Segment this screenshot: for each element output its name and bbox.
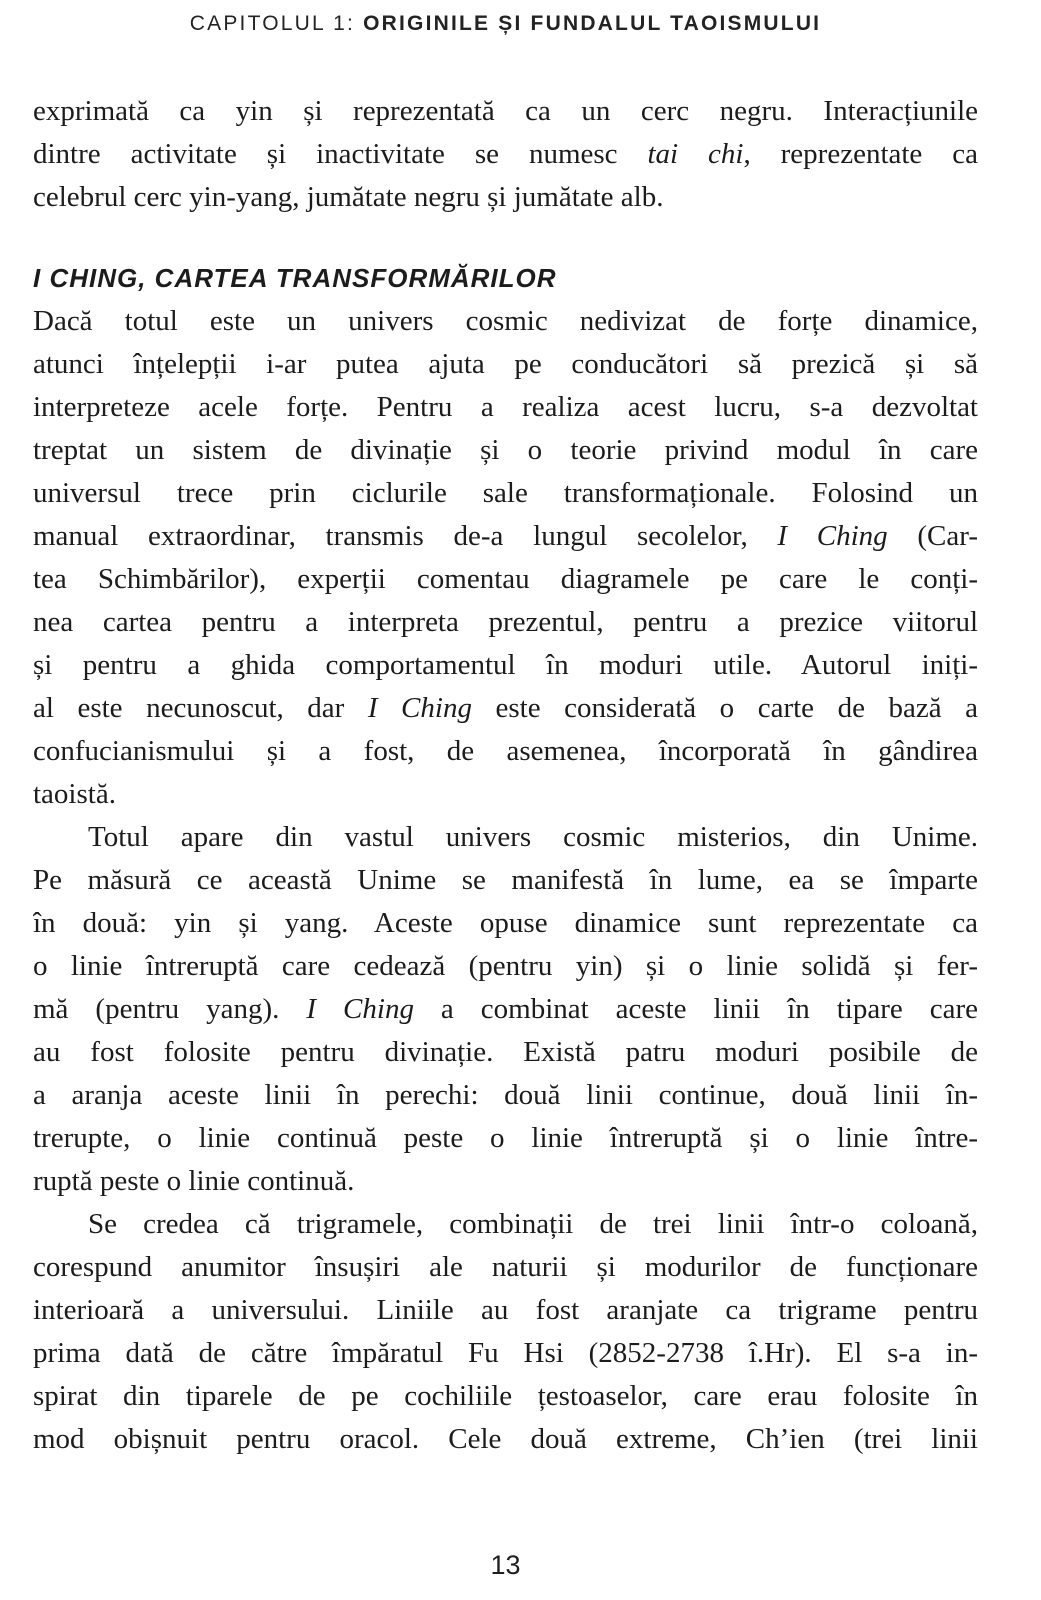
text-line [33,90,978,133]
text-segment: dintre activitate și inactivitate se numesc [33,138,648,170]
italic-term: I Ching [777,520,888,552]
text-line [33,1418,978,1461]
text-segment: interpreteze acele forțe. Pentru a realiza acest lucru, s-a dezvoltat [33,391,978,423]
text-segment: nea cartea pentru a interpreta prezentul, pentru a prezice viitorul [33,606,978,638]
running-header [33,0,978,36]
text-segment: Pe măsură ce această Unime se manifestă în lume, ea se împarte [33,864,978,896]
page-body [33,90,978,1461]
chapter-title: ORIGINILE ȘI FUNDALUL TAOISMULUI [363,12,822,35]
text-segment: a aranja aceste linii în perechi: două linii continue, două linii în- [33,1079,978,1111]
text-line [33,429,978,472]
text-segment: al este necunoscut, dar [33,692,368,724]
text-line [33,386,978,429]
text-segment: este considerată o carte de bază a [471,692,978,724]
text-segment: treptat un sistem de divinație și o teorie privind modul în care [33,434,978,466]
text-segment: trerupte, o linie continuă peste o linie întreruptă și o linie între- [33,1122,978,1154]
text-line [33,515,978,558]
text-line [33,902,978,945]
text-line [33,1246,978,1289]
text-segment: a combinat aceste linii în tipare care [413,993,978,1025]
italic-term: I Ching [306,993,414,1025]
text-line [33,988,978,1031]
text-line [33,176,978,219]
text-line [33,859,978,902]
text-segment: o linie întreruptă care cedează (pentru yin) și o linie solidă și fer- [33,950,978,982]
text-segment: au fost folosite pentru divinație. Există patru moduri posibile de [33,1036,978,1068]
italic-term: I Ching [367,692,472,724]
chapter-label: CAPITOLUL 1: [189,12,356,35]
text-segment: exprimată ca yin și reprezentată ca un cerc negru. Interacțiunile [33,95,978,127]
text-column [33,0,978,1461]
paragraph [33,816,978,1203]
text-segment: Dacă totul este un univers cosmic nedivizat de forțe dinamice, [33,305,978,337]
text-line [33,1160,978,1203]
text-line [33,945,978,988]
text-line [33,1031,978,1074]
text-line [33,1117,978,1160]
text-segment: (Car- [887,520,978,552]
text-segment: spirat din tiparele de pe cochiliile țestoaselor, care erau folosite în [33,1380,978,1412]
text-line [33,1375,978,1418]
text-segment: ruptă peste o linie continuă. [33,1165,355,1197]
text-segment: confucianismului și a fost, de asemenea, încorporată în gândirea [33,735,978,767]
text-segment: Se credea că trigramele, combinații de trei linii într-o coloană, [88,1208,978,1240]
text-line [33,644,978,687]
text-segment: tea Schimbărilor), experții comentau diagramele pe care le conți- [33,563,978,595]
text-line [33,133,978,176]
text-segment: interioară a universului. Liniile au fost aranjate ca trigrame pentru [33,1294,978,1326]
text-line [33,343,978,386]
paragraph [33,300,978,816]
paragraph [33,90,978,219]
text-segment: celebrul cerc yin-yang, jumătate negru și jumătate alb. [33,181,664,213]
text-line [33,816,978,859]
text-line [33,1203,978,1246]
text-segment: mă (pentru yang). [33,993,307,1025]
text-segment: prima dată de către împăratul Fu Hsi (2852-2738 î.Hr). El s-a in- [33,1337,978,1369]
text-line [33,558,978,601]
section-heading: I CHING, CARTEA TRANSFORMĂRILOR [33,263,557,293]
text-line [33,472,978,515]
page-number: 13 [490,1550,521,1580]
text-line [33,300,978,343]
text-segment: mod obișnuit pentru oracol. Cele două extreme, Ch’ien (trei linii [33,1423,978,1455]
text-segment: , reprezentate ca [743,138,978,170]
text-line [33,1332,978,1375]
text-segment: Totul apare din vastul univers cosmic misterios, din Unime. [88,821,978,853]
paragraph [33,1203,978,1461]
text-segment: și pentru a ghida comportamentul în moduri utile. Autorul iniți- [33,649,978,681]
text-segment: taoistă. [33,778,116,810]
text-segment: în două: yin și yang. Aceste opuse dinamice sunt reprezentate ca [33,907,978,939]
italic-term: tai chi [647,138,744,170]
text-line [33,601,978,644]
text-line [33,1289,978,1332]
text-segment: manual extraordinar, transmis de-a lungul secolelor, [33,520,778,552]
text-segment: universul trece prin ciclurile sale transformaționale. Folosind un [33,477,978,509]
text-segment: corespund anumitor însușiri ale naturii și modurilor de funcționare [33,1251,978,1283]
text-segment: atunci înțelepții i-ar putea ajuta pe conducători să prezică și să [33,348,978,380]
text-line [33,730,978,773]
text-line [33,773,978,816]
text-line [33,687,978,730]
text-line [33,1074,978,1117]
